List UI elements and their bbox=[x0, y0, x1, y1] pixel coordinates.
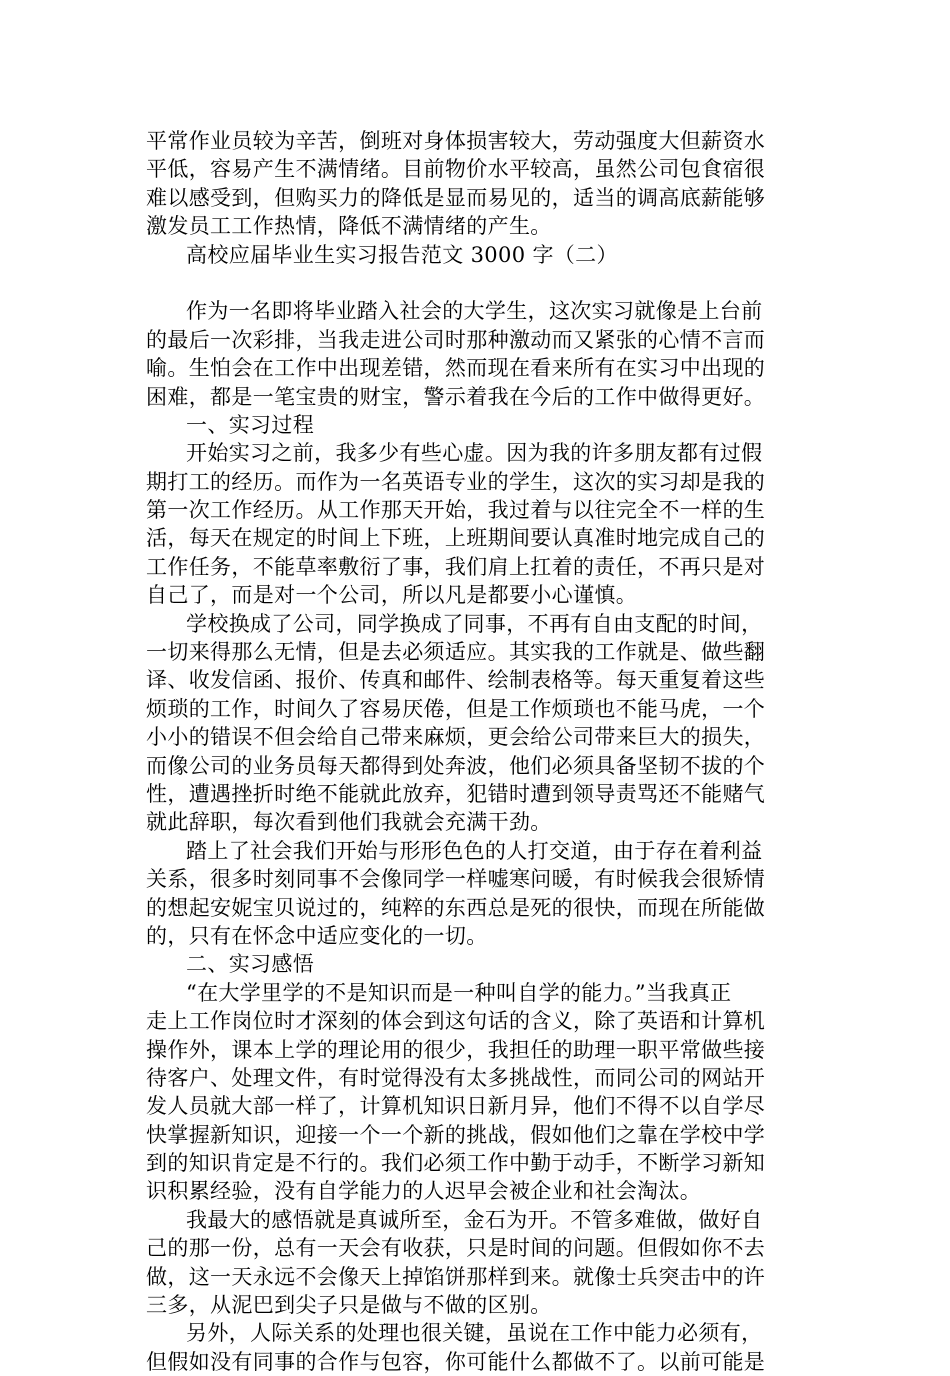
text-line: 另外，人际关系的处理也很关键，虽说在工作中能力必须有， bbox=[186, 1321, 763, 1346]
text-line: 三多，从泥巴到尖子只是做与不做的区别。 bbox=[146, 1293, 552, 1318]
text-line: 译、收发信函、报价、传真和邮件、绘制表格等。每天重复着这些 bbox=[146, 668, 766, 693]
text-line: 但假如没有同事的合作与包容，你可能什么都做不了。以前可能是 bbox=[146, 1349, 766, 1374]
para-intro-continued bbox=[146, 127, 806, 241]
text-line: 自己了，而是对一个公司，所以凡是都要小心谨慎。 bbox=[146, 583, 638, 608]
text-line: 开始实习之前，我多少有些心虚。因为我的许多朋友都有过假 bbox=[186, 441, 763, 466]
text-line: 期打工的经历。而作为一名英语专业的学生，这次的实习却是我的 bbox=[146, 469, 766, 494]
text-line: 困难，都是一笔宝贵的财宝，警示着我在今后的工作中做得更好。 bbox=[146, 384, 766, 409]
text-line: 关系，很多时刻同事不会像同学一样嘘寒问暖，有时候我会很矫情 bbox=[146, 867, 766, 892]
document-body bbox=[146, 127, 806, 1376]
report-title-text: 高校应届毕业生实习报告范文 3000 字（二） bbox=[186, 242, 618, 267]
text-line: 就此辞职，每次看到他们我就会充满干劲。 bbox=[146, 810, 552, 835]
blank-line bbox=[146, 269, 806, 297]
section-heading: 二、实习感悟 bbox=[186, 952, 315, 977]
text-line: 激发员工工作热情，降低不满情绪的产生。 bbox=[146, 214, 552, 239]
text-line: “在大学里学的不是知识而是一种叫自学的能力。”当我真正 bbox=[186, 980, 732, 1005]
text-line: 待客户、处理文件，有时觉得没有太多挑战性，而同公司的网站开 bbox=[146, 1065, 766, 1090]
text-line: 我最大的感悟就是真诚所至，金石为开。不管多难做，做好自 bbox=[186, 1207, 763, 1232]
text-line: 发人员就大部一样了，计算机知识日新月异，他们不得不以自学尽 bbox=[146, 1094, 766, 1119]
text-line: 识积累经验，没有自学能力的人迟早会被企业和社会淘汰。 bbox=[146, 1179, 702, 1204]
text-line: 快掌握新知识，迎接一个一个新的挑战，假如他们之靠在学校中学 bbox=[146, 1122, 766, 1147]
text-line: 作为一名即将毕业踏入社会的大学生，这次实习就像是上台前 bbox=[186, 299, 763, 324]
heading-process bbox=[146, 411, 806, 439]
para-process-3 bbox=[146, 837, 806, 951]
text-line: 小小的错误不但会给自己带来麻烦，更会给公司带来巨大的损失， bbox=[146, 725, 766, 750]
para-process-2 bbox=[146, 610, 806, 837]
text-line: 工作任务，不能草率敷衍了事，我们肩上扛着的责任，不再只是对 bbox=[146, 554, 766, 579]
para-insight-2 bbox=[146, 1206, 806, 1320]
text-line: 烦琐的工作，时间久了容易厌倦，但是工作烦琐也不能马虎，一个 bbox=[146, 696, 766, 721]
text-line: 活，每天在规定的时间上下班，上班期间要认真准时地完成自己的 bbox=[146, 526, 766, 551]
para-insight-3 bbox=[146, 1319, 806, 1376]
text-line: 做，这一天永远不会像天上掉馅饼那样到来。就像士兵突击中的许 bbox=[146, 1264, 766, 1289]
text-line: 的，只有在怀念中适应变化的一切。 bbox=[146, 923, 488, 948]
text-line: 平常作业员较为辛苦，倒班对身体损害较大，劳动强度大但薪资水 bbox=[146, 129, 766, 153]
section-heading: 一、实习过程 bbox=[186, 412, 315, 437]
text-line: 己的那一份，总有一天会有收获，只是时间的问题。但假如你不去 bbox=[146, 1236, 766, 1261]
text-line: 学校换成了公司，同学换成了同事，不再有自由支配的时间， bbox=[186, 611, 763, 636]
text-line: 平低，容易产生不满情绪。目前物价水平较高，虽然公司包食宿很 bbox=[146, 157, 766, 182]
heading-insight bbox=[146, 950, 806, 978]
text-line: 喻。生怕会在工作中出现差错，然而现在看来所有在实习中出现的 bbox=[146, 356, 766, 381]
para-opening bbox=[146, 297, 806, 411]
text-line: 踏上了社会我们开始与形形色色的人打交道，由于存在着利益 bbox=[186, 838, 763, 863]
text-line: 难以感受到，但购买力的降低是显而易见的，适当的调高底薪能够 bbox=[146, 185, 766, 210]
text-line: 的想起安妮宝贝说过的，纯粹的东西总是死的很快，而现在所能做 bbox=[146, 895, 766, 920]
text-line: 一切来得那么无情，但是去必须适应。其实我的工作就是、做些翻 bbox=[146, 640, 766, 665]
para-process-1 bbox=[146, 439, 806, 609]
report-title bbox=[146, 241, 806, 269]
text-line: 操作外，课本上学的理论用的很少，我担任的助理一职平常做些接 bbox=[146, 1037, 766, 1062]
text-line: 的最后一次彩排，当我走进公司时那种激动而又紧张的心情不言而 bbox=[146, 327, 766, 352]
text-line: 第一次工作经历。从工作那天开始，我过着与以往完全不一样的生 bbox=[146, 498, 766, 523]
text-line: 走上工作岗位时才深刻的体会到这句话的含义，除了英语和计算机 bbox=[146, 1009, 766, 1034]
text-line: 性，遭遇挫折时绝不能就此放弃，犯错时遭到领导责骂还不能赌气 bbox=[146, 781, 766, 806]
text-line: 到的知识肯定是不行的。我们必须工作中勤于动手，不断学习新知 bbox=[146, 1151, 766, 1176]
para-insight-1 bbox=[146, 979, 806, 1206]
text-line: 而像公司的业务员每天都得到处奔波，他们必须具备坚韧不拔的个 bbox=[146, 753, 766, 778]
